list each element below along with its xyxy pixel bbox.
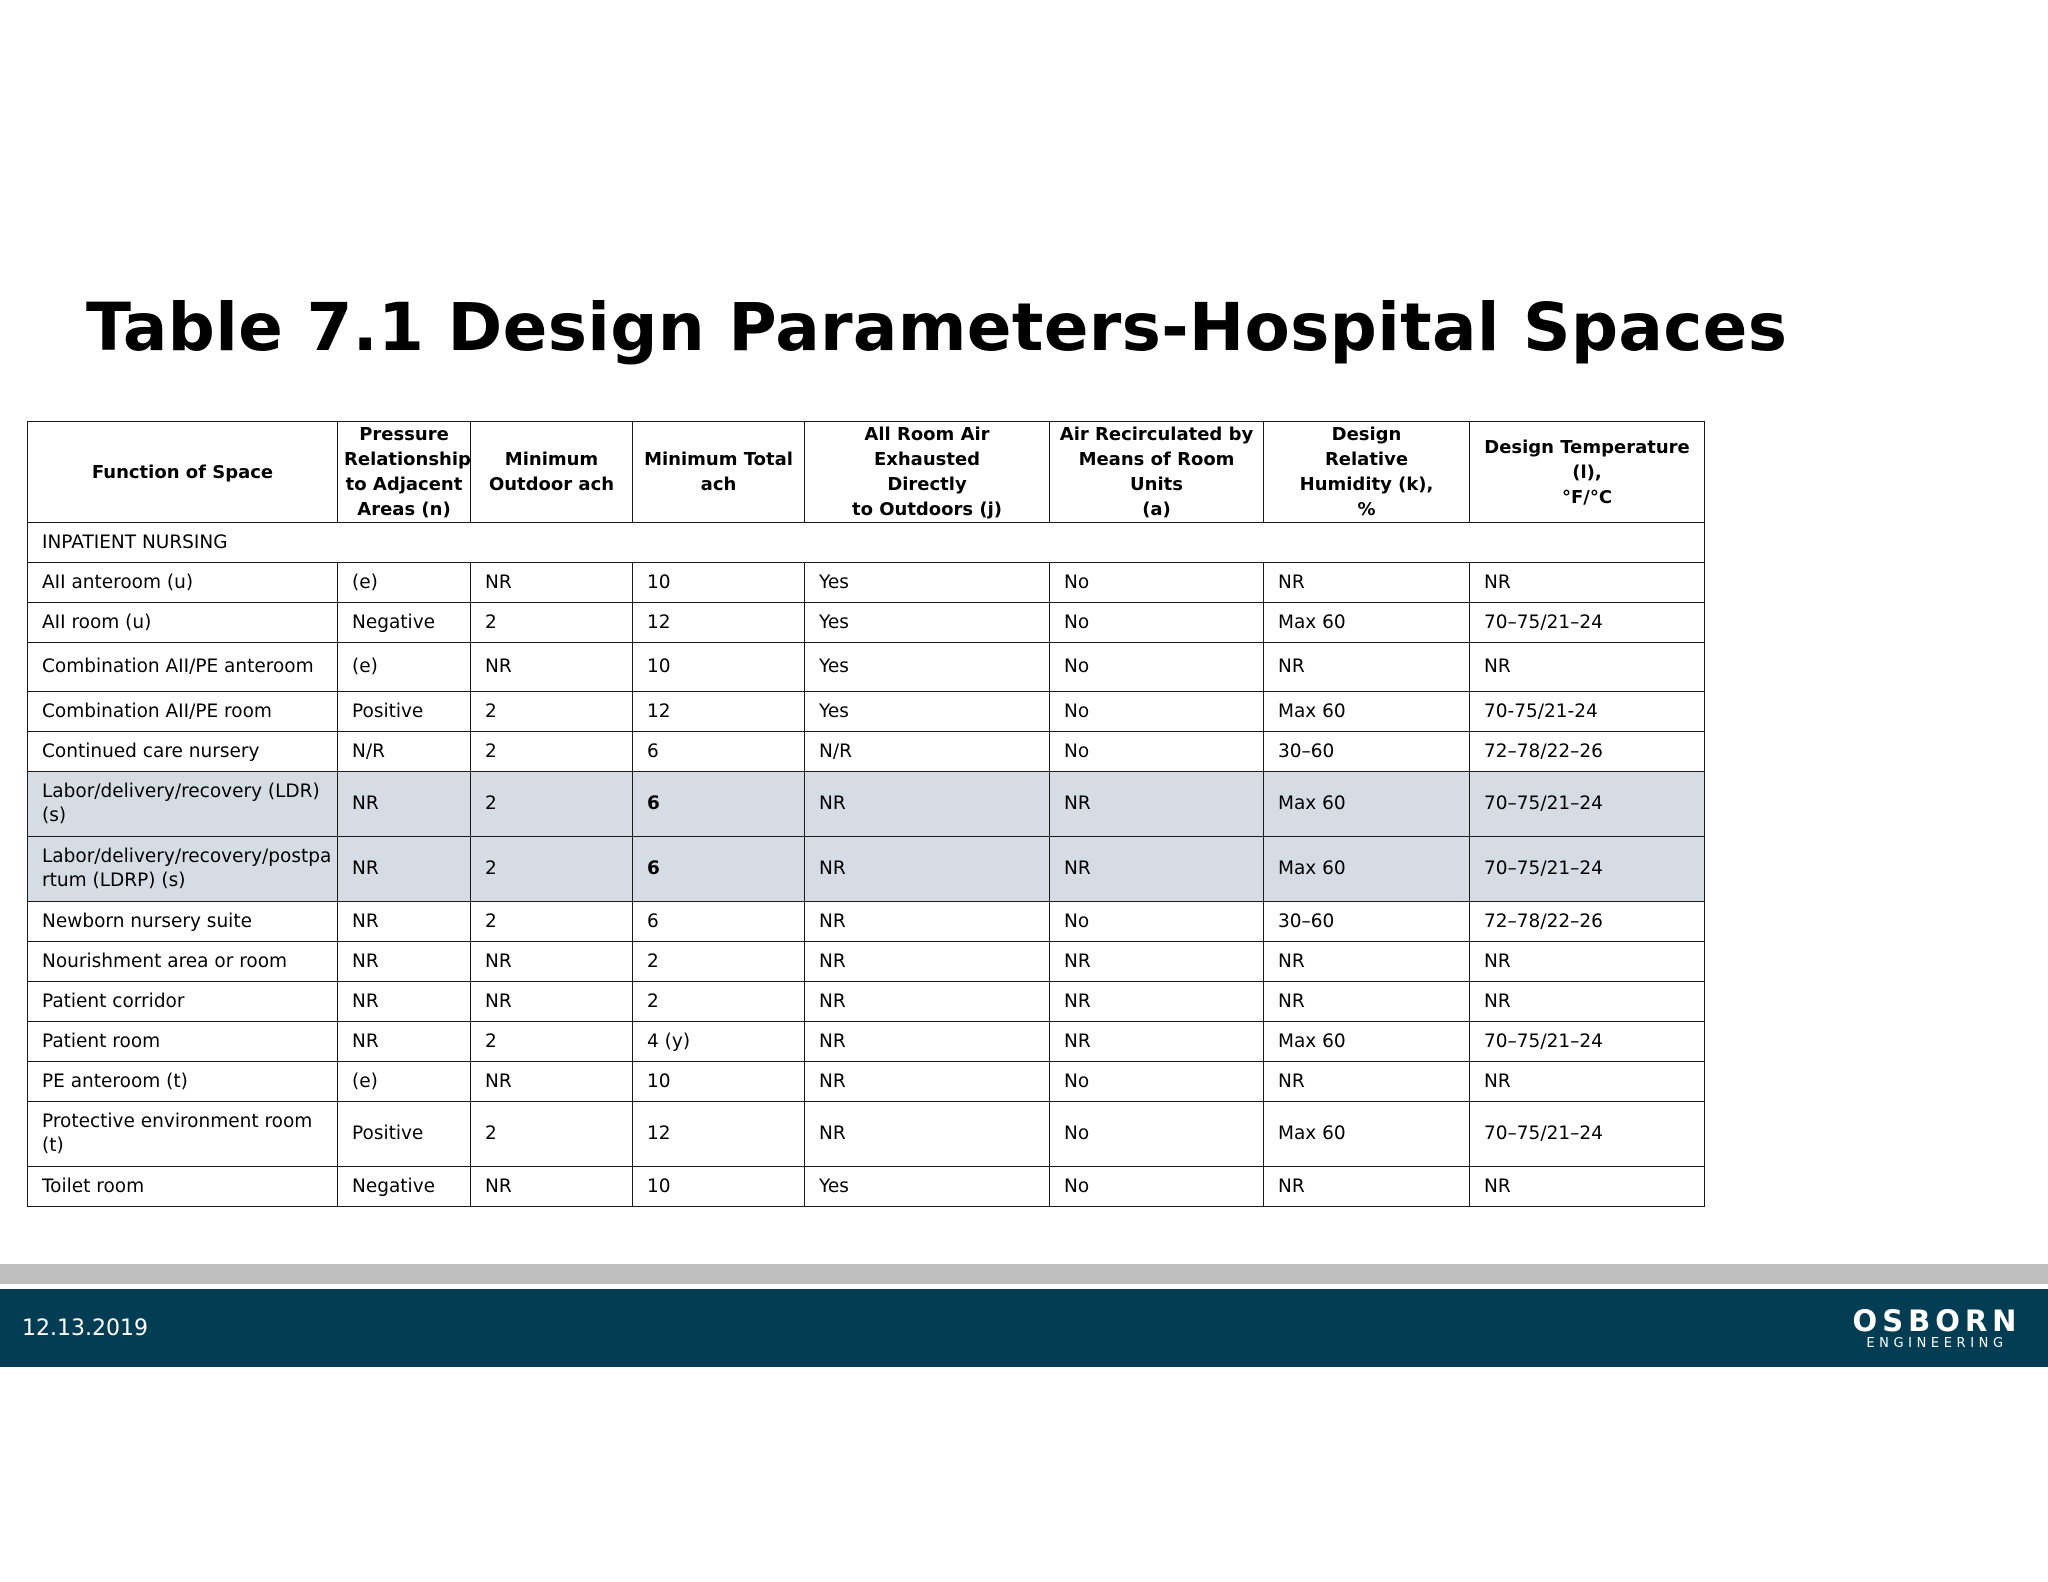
table-cell: Nourishment area or room — [28, 942, 338, 982]
table-cell: No — [1050, 643, 1264, 692]
table-cell: NR — [1050, 1022, 1264, 1062]
table-cell: Continued care nursery — [28, 732, 338, 772]
table-cell: NR — [1264, 643, 1470, 692]
table-cell: 12 — [633, 603, 805, 643]
table-cell: (e) — [338, 643, 471, 692]
table-cell: NR — [1264, 942, 1470, 982]
table-cell: 6 — [633, 772, 805, 837]
table-row — [28, 563, 1705, 603]
table-cell: 2 — [471, 902, 633, 942]
table-cell: No — [1050, 732, 1264, 772]
table-cell: 2 — [633, 942, 805, 982]
table-cell: Positive — [338, 1102, 471, 1167]
table-cell: Labor/delivery/recovery/postpa rtum (LDRP) (s) — [28, 837, 338, 902]
table-cell: NR — [471, 942, 633, 982]
header-design-temperature: Design Temperature (l), °F/°C — [1470, 422, 1705, 523]
table-cell: NR — [1470, 942, 1705, 982]
section-row — [28, 523, 1705, 563]
table-cell: NR — [338, 982, 471, 1022]
table-cell: Max 60 — [1264, 1102, 1470, 1167]
table-row — [28, 837, 1705, 902]
table-cell: No — [1050, 1167, 1264, 1207]
table-cell: No — [1050, 603, 1264, 643]
table-cell: NR — [471, 643, 633, 692]
table-cell: 12 — [633, 1102, 805, 1167]
table-cell: NR — [805, 942, 1050, 982]
table-row — [28, 692, 1705, 732]
table-cell: NR — [1264, 1167, 1470, 1207]
table-cell: 10 — [633, 563, 805, 603]
table-row — [28, 1062, 1705, 1102]
table-cell: NR — [805, 1062, 1050, 1102]
table-cell: 30–60 — [1264, 902, 1470, 942]
table-cell: NR — [805, 1102, 1050, 1167]
table-cell: 70–75/21–24 — [1470, 1102, 1705, 1167]
header-pressure-relationship: Pressure Relationship to Adjacent Areas (n) — [338, 422, 471, 523]
table-cell: Yes — [805, 563, 1050, 603]
table-cell: NR — [338, 942, 471, 982]
table-cell: 2 — [471, 692, 633, 732]
table-cell: (e) — [338, 1062, 471, 1102]
logo-tagline: ENGINEERING — [1866, 1336, 2008, 1351]
page-title: Table 7.1 Design Parameters-Hospital Spaces — [86, 289, 1788, 366]
table-cell: 4 (y) — [633, 1022, 805, 1062]
table-cell: No — [1050, 902, 1264, 942]
table-row — [28, 1167, 1705, 1207]
table-cell: PE anteroom (t) — [28, 1062, 338, 1102]
table-row — [28, 772, 1705, 837]
table-cell: NR — [471, 1167, 633, 1207]
table-row — [28, 603, 1705, 643]
table-cell: Max 60 — [1264, 603, 1470, 643]
table-cell: NR — [338, 772, 471, 837]
table-cell: 72–78/22–26 — [1470, 732, 1705, 772]
table-cell: NR — [1050, 772, 1264, 837]
table-cell: Labor/delivery/recovery (LDR) (s) — [28, 772, 338, 837]
table-cell: N/R — [805, 732, 1050, 772]
table-row — [28, 902, 1705, 942]
table-cell: NR — [338, 837, 471, 902]
table-cell: Negative — [338, 1167, 471, 1207]
table-cell: Combination AII/PE anteroom — [28, 643, 338, 692]
header-air-recirculated: Air Recirculated by Means of Room Units (a) — [1050, 422, 1264, 523]
table-cell: NR — [1050, 942, 1264, 982]
table-cell: Positive — [338, 692, 471, 732]
table-row — [28, 1102, 1705, 1167]
table-cell: 70–75/21–24 — [1470, 1022, 1705, 1062]
table-cell: Max 60 — [1264, 692, 1470, 732]
table-cell: NR — [338, 902, 471, 942]
table-cell: NR — [1264, 563, 1470, 603]
header-minimum-outdoor-ach: Minimum Outdoor ach — [471, 422, 633, 523]
table-cell: NR — [805, 902, 1050, 942]
table-cell: 6 — [633, 837, 805, 902]
table-cell: 70-75/21-24 — [1470, 692, 1705, 732]
table-cell: NR — [471, 982, 633, 1022]
table-cell: 2 — [471, 837, 633, 902]
table-cell: Negative — [338, 603, 471, 643]
table-cell: No — [1050, 692, 1264, 732]
table-cell: AII room (u) — [28, 603, 338, 643]
table-cell: 70–75/21–24 — [1470, 837, 1705, 902]
table-cell: 10 — [633, 643, 805, 692]
table-cell: Patient corridor — [28, 982, 338, 1022]
table-cell: NR — [1470, 982, 1705, 1022]
osborn-engineering-logo — [1852, 1306, 2022, 1352]
table-cell: Protective environment room (t) — [28, 1102, 338, 1167]
header-function-of-space: Function of Space — [28, 422, 338, 523]
table-cell: Toilet room — [28, 1167, 338, 1207]
table-cell: Yes — [805, 692, 1050, 732]
table-cell: 70–75/21–24 — [1470, 772, 1705, 837]
footer-date: 12.13.2019 — [22, 1316, 148, 1341]
table-cell: NR — [1264, 982, 1470, 1022]
table-cell: AII anteroom (u) — [28, 563, 338, 603]
table-row — [28, 643, 1705, 692]
design-parameters-table — [27, 421, 1705, 1207]
table-cell: NR — [1470, 563, 1705, 603]
table-cell: Max 60 — [1264, 837, 1470, 902]
table-cell: Yes — [805, 1167, 1050, 1207]
table-cell: 2 — [471, 732, 633, 772]
table-cell: 2 — [471, 603, 633, 643]
table-row — [28, 982, 1705, 1022]
header-relative-humidity: Design Relative Humidity (k), % — [1264, 422, 1470, 523]
table-cell: 2 — [633, 982, 805, 1022]
table-cell: NR — [471, 563, 633, 603]
table-row — [28, 942, 1705, 982]
header-air-exhausted: All Room Air Exhausted Directly to Outdoors (j) — [805, 422, 1050, 523]
table-cell: No — [1050, 1062, 1264, 1102]
table-cell: NR — [1470, 1167, 1705, 1207]
table-cell: NR — [1470, 1062, 1705, 1102]
table-cell: Combination AII/PE room — [28, 692, 338, 732]
section-label: INPATIENT NURSING — [28, 523, 1705, 563]
table-row — [28, 1022, 1705, 1062]
table-cell: Max 60 — [1264, 1022, 1470, 1062]
table-cell: NR — [1050, 837, 1264, 902]
table-row — [28, 732, 1705, 772]
table-cell: NR — [805, 837, 1050, 902]
table-cell: NR — [1470, 643, 1705, 692]
table-cell: 2 — [471, 1102, 633, 1167]
table-cell: Patient room — [28, 1022, 338, 1062]
table-cell: 30–60 — [1264, 732, 1470, 772]
table-cell: 2 — [471, 772, 633, 837]
table-cell: (e) — [338, 563, 471, 603]
table-cell: 6 — [633, 902, 805, 942]
table-cell: NR — [338, 1022, 471, 1062]
table-cell: N/R — [338, 732, 471, 772]
table-cell: 12 — [633, 692, 805, 732]
table-cell: 6 — [633, 732, 805, 772]
table-cell: No — [1050, 1102, 1264, 1167]
footer-band — [0, 1289, 2048, 1367]
table-cell: 72–78/22–26 — [1470, 902, 1705, 942]
table-cell: 10 — [633, 1167, 805, 1207]
table-cell: NR — [805, 772, 1050, 837]
table-cell: Yes — [805, 603, 1050, 643]
table-cell: Max 60 — [1264, 772, 1470, 837]
table-cell: NR — [1050, 982, 1264, 1022]
logo-wordmark: OSBORN — [1852, 1304, 2022, 1338]
table-cell: NR — [471, 1062, 633, 1102]
table-cell: Newborn nursery suite — [28, 902, 338, 942]
table-cell: 2 — [471, 1022, 633, 1062]
table-header-row — [28, 422, 1705, 523]
table-cell: Yes — [805, 643, 1050, 692]
table-cell: 70–75/21–24 — [1470, 603, 1705, 643]
table-cell: No — [1050, 563, 1264, 603]
table-cell: 10 — [633, 1062, 805, 1102]
header-minimum-total-ach: Minimum Total ach — [633, 422, 805, 523]
table-cell: NR — [1264, 1062, 1470, 1102]
table-cell: NR — [805, 1022, 1050, 1062]
footer-gray-band — [0, 1264, 2048, 1284]
table-cell: NR — [805, 982, 1050, 1022]
